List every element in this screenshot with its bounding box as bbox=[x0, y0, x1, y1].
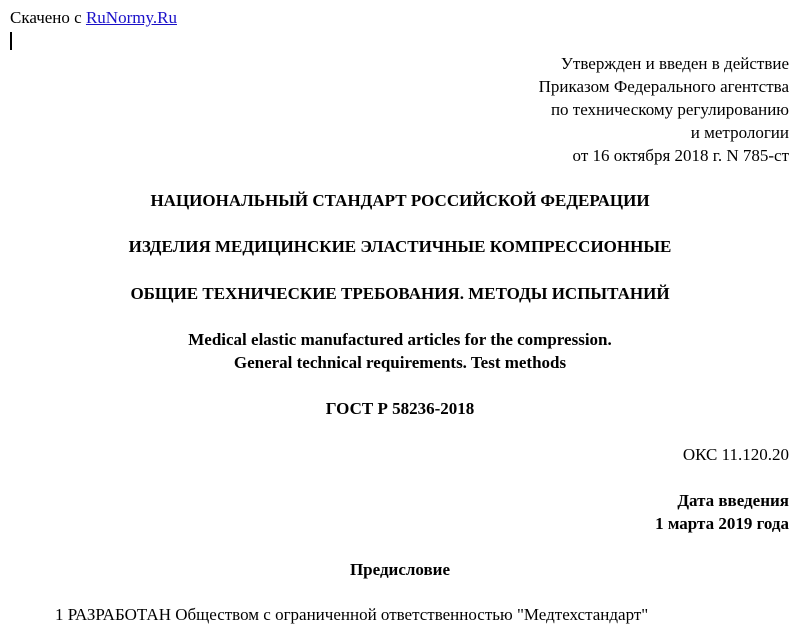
english-title-line-1: Medical elastic manufactured articles for the compression. bbox=[188, 330, 612, 349]
text-cursor bbox=[10, 32, 12, 50]
intro-date-label: Дата введения bbox=[677, 491, 789, 510]
approval-line-4: и метрологии bbox=[690, 123, 789, 142]
source-link[interactable]: RuNormy.Ru bbox=[85, 8, 177, 27]
english-title-line-2: General technical requirements. Test methods bbox=[233, 353, 567, 372]
approval-line-3: по техническому регулированию bbox=[550, 100, 789, 119]
downloaded-prefix: Скачено с bbox=[10, 8, 82, 27]
intro-date-value: 1 марта 2019 года bbox=[655, 514, 789, 533]
standard-name-line-2: ОБЩИЕ ТЕХНИЧЕСКИЕ ТРЕБОВАНИЯ. МЕТОДЫ ИСПЫТАНИЙ bbox=[130, 284, 670, 303]
foreword-item-1: 1 РАЗРАБОТАН Обществом с ограниченной ответственностью "Медтехстандарт" bbox=[55, 605, 649, 624]
standard-name-line-1: ИЗДЕЛИЯ МЕДИЦИНСКИЕ ЭЛАСТИЧНЫЕ КОМПРЕССИОННЫЕ bbox=[128, 237, 672, 256]
foreword-heading: Предисловие bbox=[349, 560, 451, 579]
standard-type-heading: НАЦИОНАЛЬНЫЙ СТАНДАРТ РОССИЙСКОЙ ФЕДЕРАЦИИ bbox=[150, 191, 650, 210]
standard-designation: ГОСТ Р 58236-2018 bbox=[325, 399, 475, 418]
approval-line-5: от 16 октября 2018 г. N 785-ст bbox=[572, 146, 789, 165]
source-line bbox=[10, 6, 177, 29]
approval-line-2: Приказом Федерального агентства bbox=[538, 77, 789, 96]
oks-code: ОКС 11.120.20 bbox=[682, 445, 789, 464]
approval-line-1: Утвержден и введен в действие bbox=[560, 54, 789, 73]
